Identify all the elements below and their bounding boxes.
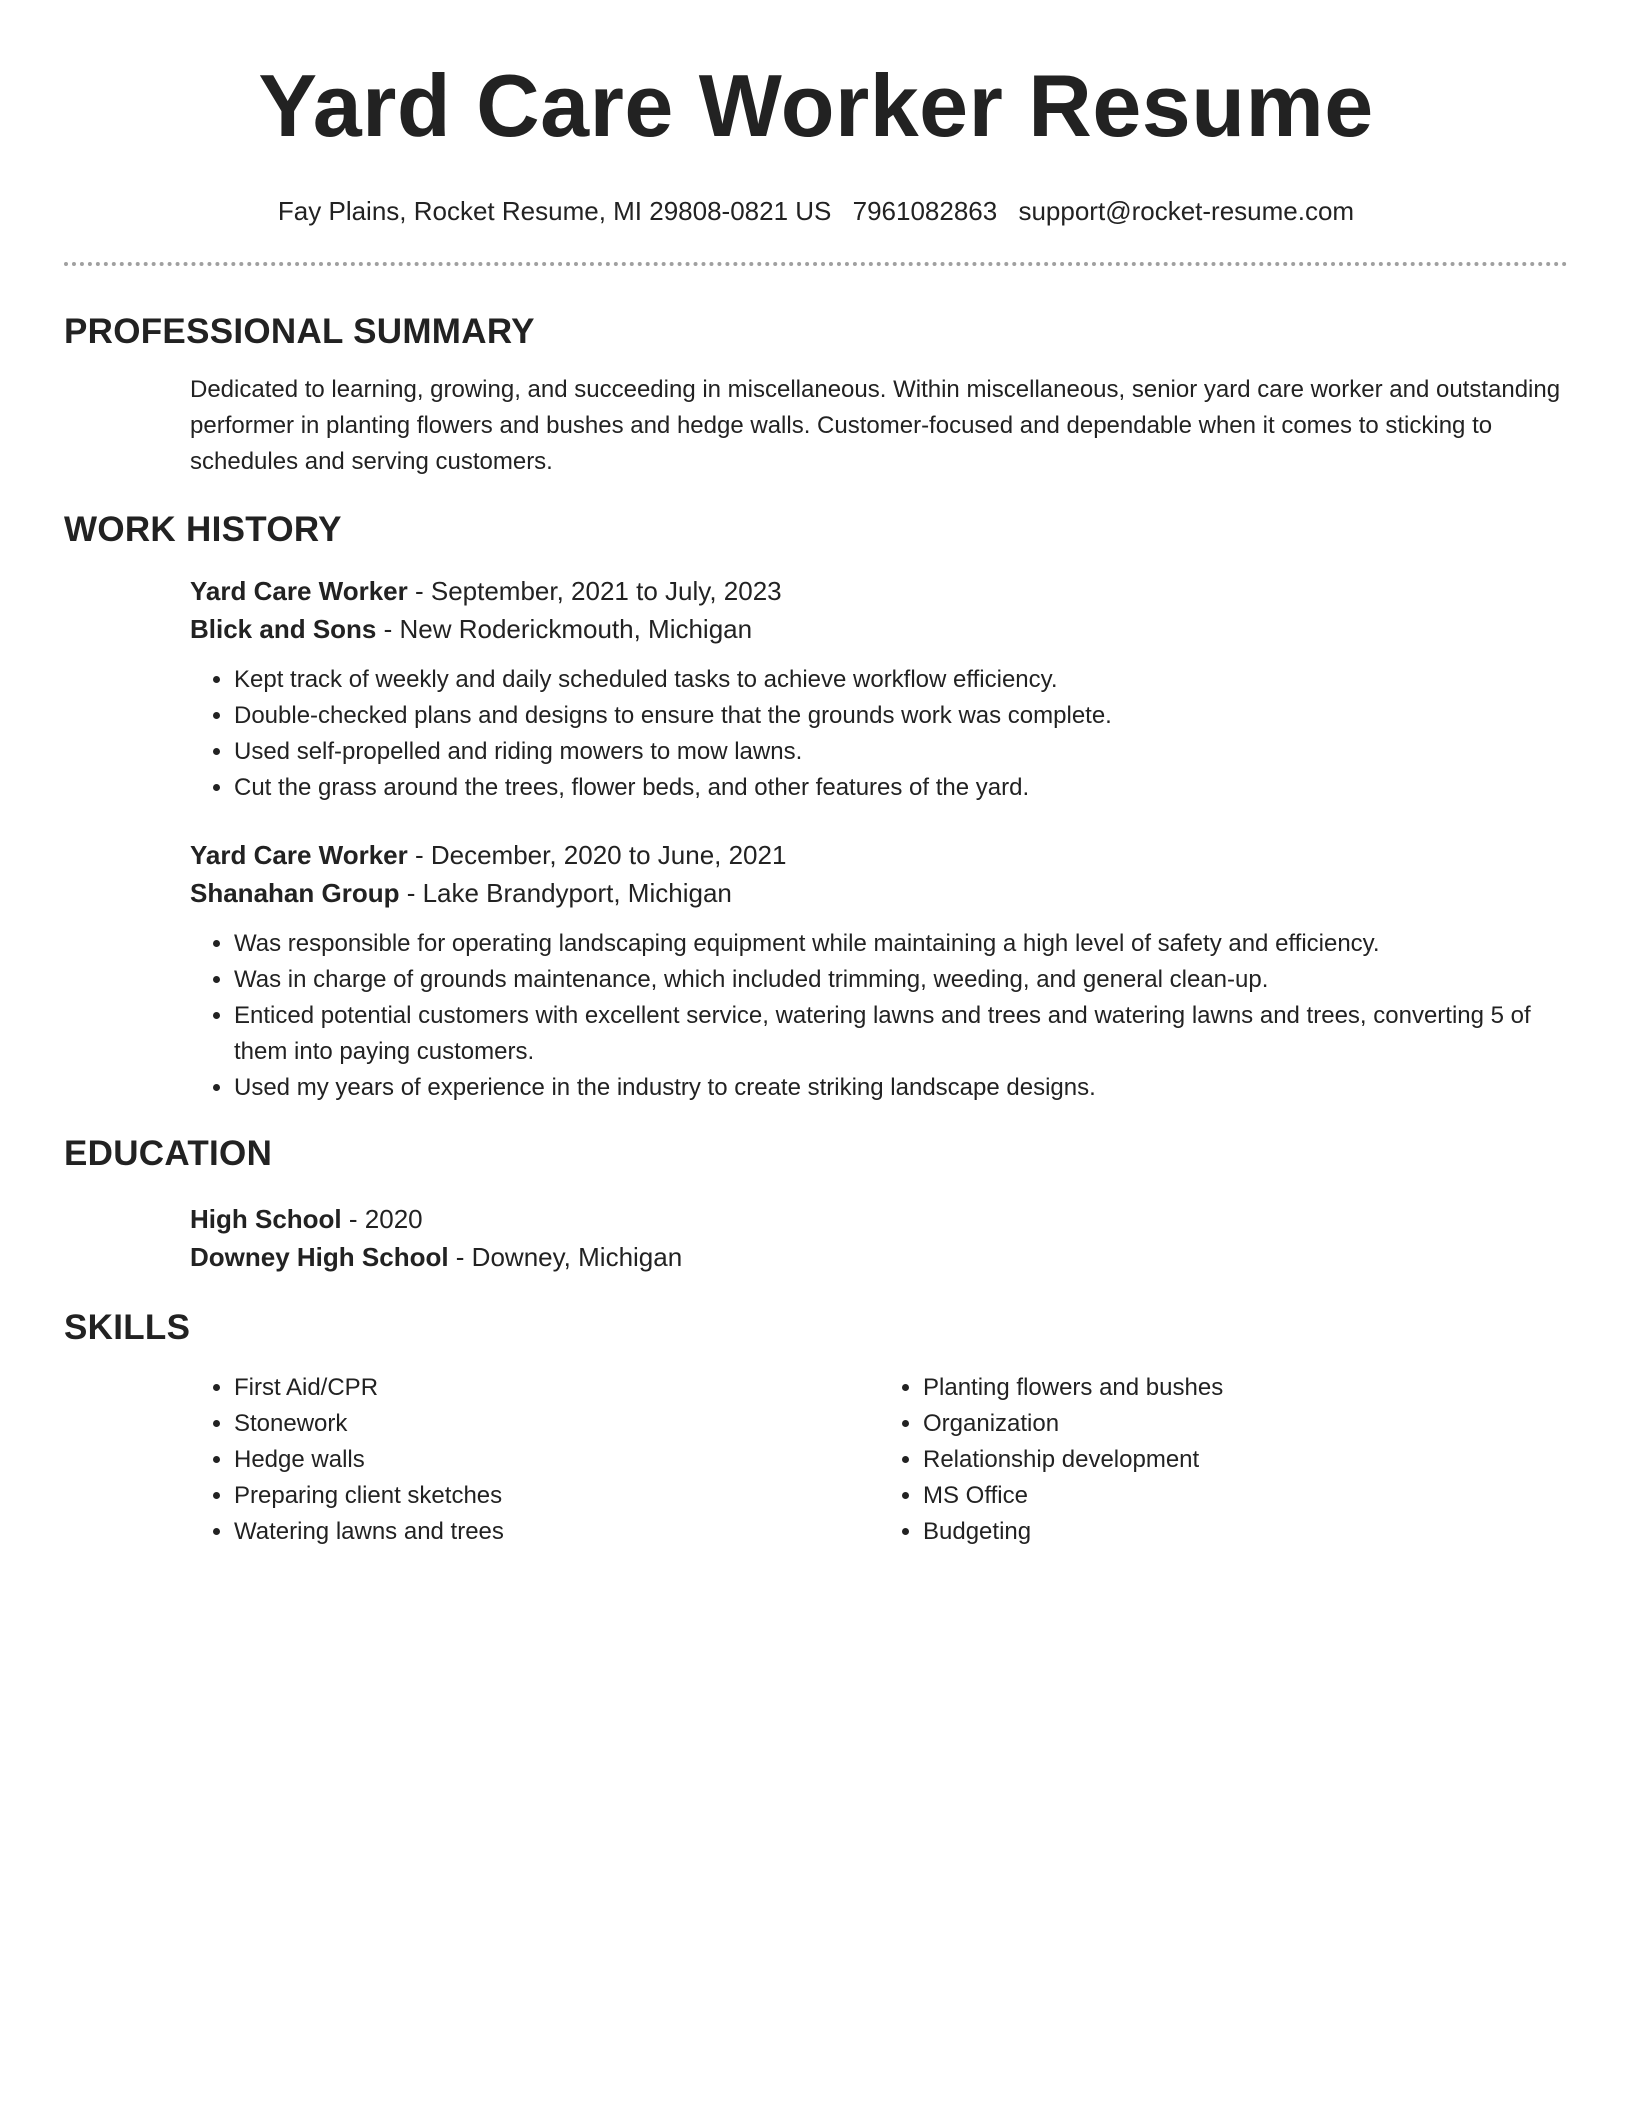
education-degree-line (190, 1200, 1568, 1238)
list-item: • Enticed potential customers with excellent service, watering lawns and trees and watering lawns and trees, converting 5 of them into paying customers. (234, 998, 1568, 1070)
work-history-section (64, 508, 1568, 1106)
skill-item: • Relationship development (923, 1442, 1568, 1478)
header-divider (64, 262, 1568, 266)
job-dates: - December, 2020 to June, 2021 (407, 840, 787, 870)
education-year: - 2020 (341, 1204, 423, 1234)
skills-list-right (879, 1370, 1568, 1550)
education-location: - Downey, Michigan (448, 1242, 683, 1272)
skill-item: • Watering lawns and trees (234, 1514, 879, 1550)
contact-phone: 7961082863 (852, 196, 998, 226)
skill-item: • Budgeting (923, 1514, 1568, 1550)
skill-item: • First Aid/CPR (234, 1370, 879, 1406)
list-item: • Cut the grass around the trees, flower beds, and other features of the yard. (234, 770, 1568, 806)
skill-item: • Organization (923, 1406, 1568, 1442)
skills-list-left (190, 1370, 879, 1550)
education-heading: EDUCATION (64, 1134, 273, 1173)
education-school: Downey High School (190, 1242, 449, 1272)
job-duties-list (190, 662, 1568, 806)
summary-text: Dedicated to learning, growing, and succeeding in miscellaneous. Within miscellaneous, senior yard care worker and outstanding performer in planting flowers and bushes and hedge walls. Customer-focused and dependable when it comes to sticking to schedules and serving customers. (190, 376, 1561, 475)
education-section (64, 1132, 1568, 1276)
summary-section (64, 310, 1568, 480)
list-item: • Kept track of weekly and daily scheduled tasks to achieve workflow efficiency. (234, 662, 1568, 698)
skill-item: • Planting flowers and bushes (923, 1370, 1568, 1406)
skills-grid (190, 1370, 1568, 1550)
summary-heading: PROFESSIONAL SUMMARY (64, 312, 535, 351)
skill-item: • MS Office (923, 1478, 1568, 1514)
job-dates: - September, 2021 to July, 2023 (407, 576, 782, 606)
job-role: Yard Care Worker (190, 576, 408, 606)
education-entry (190, 1200, 1568, 1276)
job-company-line (190, 874, 1568, 912)
job-company: Shanahan Group (190, 878, 400, 908)
list-item: • Was in charge of grounds maintenance, which included trimming, weeding, and general clean-up. (234, 962, 1568, 998)
list-item: • Was responsible for operating landscaping equipment while maintaining a high level of safety and efficiency. (234, 926, 1568, 962)
job-location: - New Roderickmouth, Michigan (376, 614, 753, 644)
job-entry (190, 572, 1568, 806)
skill-item: • Preparing client sketches (234, 1478, 879, 1514)
job-title-line (190, 572, 1568, 610)
job-duties-list (190, 926, 1568, 1106)
summary-body (190, 372, 1568, 480)
list-item: • Double-checked plans and designs to ensure that the grounds work was complete. (234, 698, 1568, 734)
job-company-line (190, 610, 1568, 648)
education-school-line (190, 1238, 1568, 1276)
resume-title: Yard Care Worker Resume (258, 56, 1374, 155)
job-role: Yard Care Worker (190, 840, 408, 870)
job-title-line (190, 836, 1568, 874)
contact-email: support@rocket-resume.com (1018, 196, 1355, 226)
list-item: • Used my years of experience in the industry to create striking landscape designs. (234, 1070, 1568, 1106)
work-history-heading: WORK HISTORY (64, 510, 342, 549)
job-company: Blick and Sons (190, 614, 377, 644)
contact-address: Fay Plains, Rocket Resume, MI 29808-0821 US (277, 196, 832, 226)
skills-heading: SKILLS (64, 1308, 191, 1347)
job-location: - Lake Brandyport, Michigan (399, 878, 732, 908)
skill-item: • Hedge walls (234, 1442, 879, 1478)
skills-section (64, 1306, 1568, 1550)
contact-line (0, 194, 1632, 228)
education-degree: High School (190, 1204, 342, 1234)
job-entry (190, 836, 1568, 1106)
skill-item: • Stonework (234, 1406, 879, 1442)
list-item: • Used self-propelled and riding mowers to mow lawns. (234, 734, 1568, 770)
resume-header (0, 0, 1632, 228)
